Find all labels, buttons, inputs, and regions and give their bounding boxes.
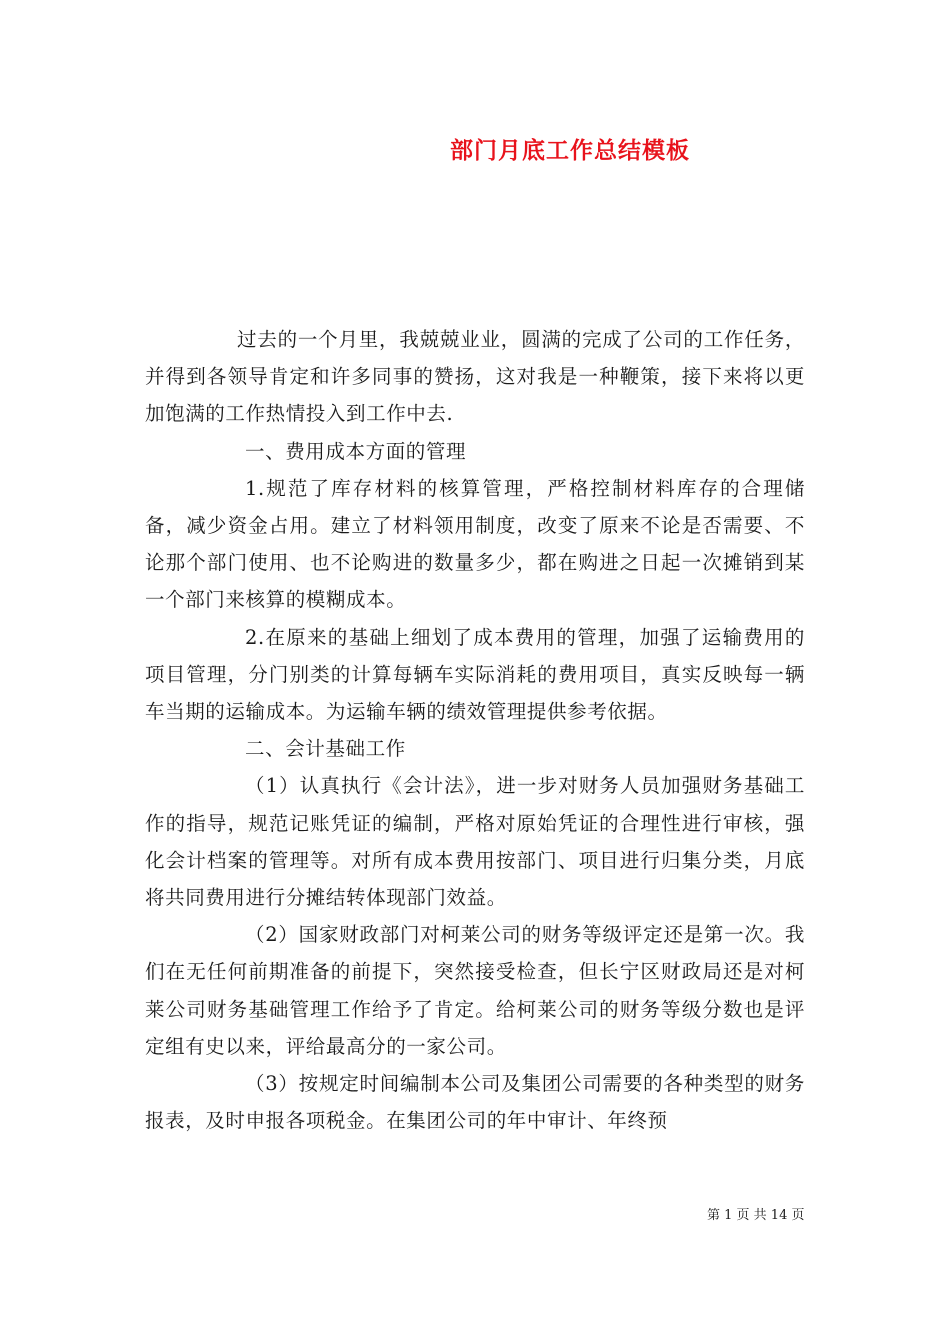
page-number-footer: 第 1 页 共 14 页 xyxy=(707,1208,805,1223)
cost-item-1: 1.规范了库存材料的核算管理，严格控制材料库存的合理储备，减少资金占用。建立了材料领用制度，改变了原来不论是否需要、不论那个部门使用、也不论购进的数量多少，都在购进之日起一次摊销到某一个部门来核算的模糊成本。 xyxy=(145,476,805,612)
document-title: 部门月底工作总结模板 xyxy=(450,138,690,164)
section-heading-accounting: 二、会计基础工作 xyxy=(245,737,406,761)
accounting-item-2: （2）国家财政部门对柯莱公司的财务等级评定还是第一次。我们在无任何前期准备的前提下，突然接受检查，但长宁区财政局还是对柯莱公司财务基础管理工作给予了肯定。给柯莱公司的财务等级分数也是评定组有史以来，评给最高分的一家公司。 xyxy=(145,923,805,1058)
accounting-item-3: （3）按规定时间编制本公司及集团公司需要的各种类型的财务报表，及时申报各项税金。在集团公司的年中审计、年终预 xyxy=(145,1072,805,1133)
cost-item-2: 2.在原来的基础上细划了成本费用的管理，加强了运输费用的项目管理，分门别类的计算每辆车实际消耗的费用项目，真实反映每一辆车当期的运输成本。为运输车辆的绩效管理提供参考依据。 xyxy=(145,625,805,724)
intro-paragraph: 过去的一个月里，我兢兢业业，圆满的完成了公司的工作任务，并得到各领导肯定和许多同事的赞扬，这对我是一种鞭策，接下来将以更加饱满的工作热情投入到工作中去. xyxy=(145,328,805,426)
section-heading-cost: 一、费用成本方面的管理 xyxy=(245,439,467,463)
document-body xyxy=(145,321,805,1139)
accounting-item-1: （1）认真执行《会计法》，进一步对财务人员加强财务基础工作的指导，规范记账凭证的编制，严格对原始凭证的合理性进行审核，强化会计档案的管理等。对所有成本费用按部门、项目进行归集分类，月底将共同费用进行分摊结转体现部门效益。 xyxy=(145,774,805,910)
